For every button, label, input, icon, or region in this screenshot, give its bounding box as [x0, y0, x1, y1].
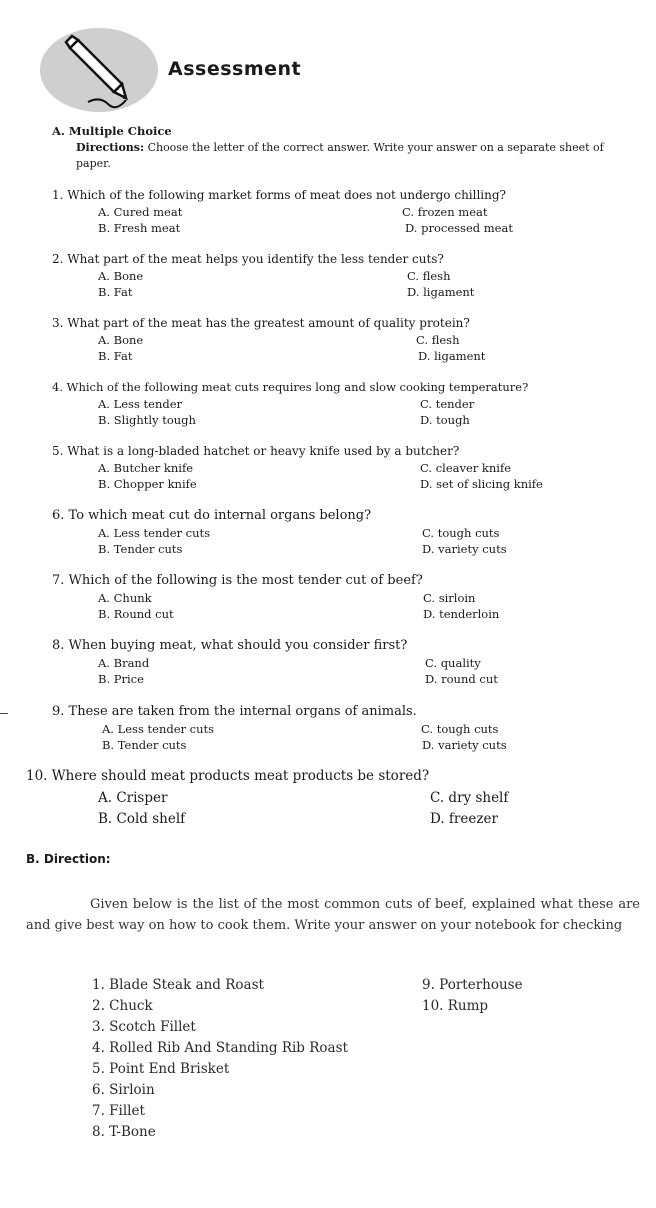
option-d: D. ligament — [407, 285, 475, 299]
question-text: Which of the following is the most tender cut of beef? — [68, 573, 423, 588]
question-text: These are taken from the internal organs of animals. — [68, 704, 417, 719]
section-a-heading: A. Multiple Choice — [52, 124, 172, 138]
question-text: What part of the meat helps you identify the less tender cuts? — [67, 252, 444, 266]
option-a: A. Butcher knife — [98, 461, 194, 475]
option-c: C. sirloin — [423, 591, 476, 605]
directions-label: Directions: — [76, 141, 145, 154]
option-a: A. Less tender — [98, 397, 183, 411]
question-5 — [52, 444, 459, 458]
question-text: When buying meat, what should you consider first? — [68, 638, 408, 653]
question-4 — [52, 380, 528, 394]
question-number: 5. — [52, 444, 64, 458]
option-b: B. Tender cuts — [98, 542, 183, 556]
option-a: A. Bone — [98, 269, 144, 283]
cut-item: 2. Chuck — [92, 998, 153, 1014]
cut-item: 1. Blade Steak and Roast — [92, 977, 264, 993]
option-b: B. Fat — [98, 285, 133, 299]
pencil-icon — [40, 28, 158, 112]
option-d: D. processed meat — [405, 221, 513, 235]
question-number: 9. — [52, 704, 65, 719]
option-a: A. Chunk — [98, 591, 152, 605]
question-text: Which of the following market forms of meat does not undergo chilling? — [67, 188, 506, 202]
question-2 — [52, 252, 444, 266]
option-d: D. variety cuts — [422, 738, 507, 752]
question-6 — [52, 508, 371, 523]
question-number: 8. — [52, 638, 65, 653]
option-c: C. quality — [425, 656, 481, 670]
question-text: To which meat cut do internal organs belong? — [68, 508, 372, 523]
option-b: B. Tender cuts — [102, 738, 187, 752]
question-number: 10. — [26, 768, 48, 784]
question-number: 6. — [52, 508, 65, 523]
option-c: C. flesh — [407, 269, 451, 283]
option-d: D. tenderloin — [423, 607, 500, 621]
question-10 — [26, 768, 429, 784]
question-text: What part of the meat has the greatest amount of quality protein? — [67, 316, 470, 330]
option-b: B. Fresh meat — [98, 221, 181, 235]
option-c: C. tough cuts — [422, 526, 500, 540]
question-number: 1. — [52, 188, 64, 202]
page-title: Assessment — [168, 58, 302, 80]
pencil-logo — [40, 28, 158, 112]
question-9 — [52, 704, 417, 719]
cut-item: 7. Fillet — [92, 1103, 145, 1119]
option-d: D. variety cuts — [422, 542, 507, 556]
option-c: C. frozen meat — [402, 205, 488, 219]
option-c: C. dry shelf — [430, 790, 509, 806]
cut-item: 9. Porterhouse — [422, 977, 523, 993]
option-a: A. Less tender cuts — [102, 722, 215, 736]
question-text: Which of the following meat cuts requires long and slow cooking temperature? — [66, 380, 529, 394]
option-a: A. Cured meat — [98, 205, 183, 219]
option-a: A. Crisper — [98, 790, 168, 806]
question-text: What is a long-bladed hatchet or heavy knife used by a butcher? — [67, 444, 460, 458]
question-number: 2. — [52, 252, 64, 266]
option-c: C. tender — [420, 397, 475, 411]
question-number: 3. — [52, 316, 64, 330]
cut-item: 10. Rump — [422, 998, 489, 1014]
option-c: C. flesh — [416, 333, 460, 347]
option-d: D. set of slicing knife — [420, 477, 543, 491]
option-d: D. round cut — [425, 672, 498, 686]
option-b: B. Fat — [98, 349, 133, 363]
question-3 — [52, 316, 470, 330]
question-number: 4. — [52, 380, 63, 394]
question-1 — [52, 188, 506, 202]
option-a: A. Brand — [98, 656, 150, 670]
margin-mark — [0, 713, 8, 714]
paragraph-text: Given below is the list of the most common cuts of beef, explained what these are and give best way on how to cook them. Write your answer on your notebook for checking — [26, 897, 640, 933]
question-7 — [52, 573, 423, 588]
question-number: 7. — [52, 573, 65, 588]
option-b: B. Cold shelf — [98, 811, 186, 827]
option-d: D. tough — [420, 413, 470, 427]
option-b: B. Chopper knife — [98, 477, 197, 491]
cut-item: 3. Scotch Fillet — [92, 1019, 196, 1035]
directions — [76, 140, 636, 172]
cut-item: 4. Rolled Rib And Standing Rib Roast — [92, 1040, 348, 1056]
section-b-paragraph — [26, 894, 640, 936]
option-b: B. Slightly tough — [98, 413, 196, 427]
question-text: Where should meat products meat products be stored? — [51, 768, 430, 784]
option-a: A. Less tender cuts — [98, 526, 211, 540]
option-d: D. freezer — [430, 811, 498, 827]
cut-item: 5. Point End Brisket — [92, 1061, 230, 1077]
question-8 — [52, 638, 407, 653]
option-b: B. Round cut — [98, 607, 174, 621]
cut-item: 8. T-Bone — [92, 1124, 156, 1140]
section-b-heading: B. Direction: — [26, 852, 111, 866]
option-b: B. Price — [98, 672, 144, 686]
option-d: D. ligament — [418, 349, 486, 363]
option-a: A. Bone — [98, 333, 144, 347]
option-c: C. tough cuts — [421, 722, 499, 736]
directions-text: Choose the letter of the correct answer. Write your answer on a separate sheet of paper. — [76, 141, 604, 170]
cut-item: 6. Sirloin — [92, 1082, 155, 1098]
option-c: C. cleaver knife — [420, 461, 512, 475]
